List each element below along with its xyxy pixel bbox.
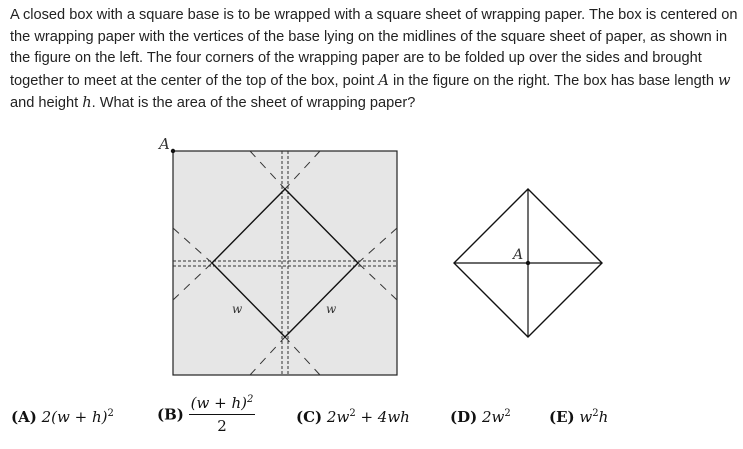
- corner-label-a: A: [159, 135, 170, 153]
- choice-c[interactable]: (C) $2w^2 + 4wh$: [296, 408, 410, 426]
- var-w: w: [718, 71, 731, 89]
- base-length-label-left: w: [232, 302, 243, 316]
- left-figure: [157, 135, 397, 375]
- var-h: h: [82, 94, 92, 112]
- choice-b[interactable]: (B) $\frac{(w + h)^2}{2}$: [157, 394, 254, 435]
- base-length-label-right: w: [326, 302, 337, 316]
- choice-e[interactable]: (E) $w^2h$: [549, 408, 609, 426]
- problem-text: A closed box with a square base is to be wrapped with a square sheet of wrapping paper. The box is centered on the wrapping paper with the vertices of the base lying on the midlines of the square sheet of paper, as shown in the figure on the left. The four corners of the wrapping paper are to be folded up over the sides and brought together to meet at the center of the top of the box, point A in the figure on the right. The box has base length w and height h. What is the area of the sheet of wrapping paper?: [10, 7, 738, 112]
- choice-d[interactable]: (D) $2w^2$: [450, 408, 511, 426]
- center-point-a: [526, 261, 530, 265]
- corner-point-a: [171, 149, 175, 153]
- wrapping-sheet: [173, 151, 397, 375]
- fraction: $\frac{(w + h)^2}{2}$: [190, 394, 254, 435]
- right-figure: [454, 189, 602, 337]
- var-a: A: [378, 71, 389, 89]
- center-label-a: A: [513, 247, 524, 263]
- choice-a[interactable]: (A) $2(w + h)^2$: [11, 408, 114, 426]
